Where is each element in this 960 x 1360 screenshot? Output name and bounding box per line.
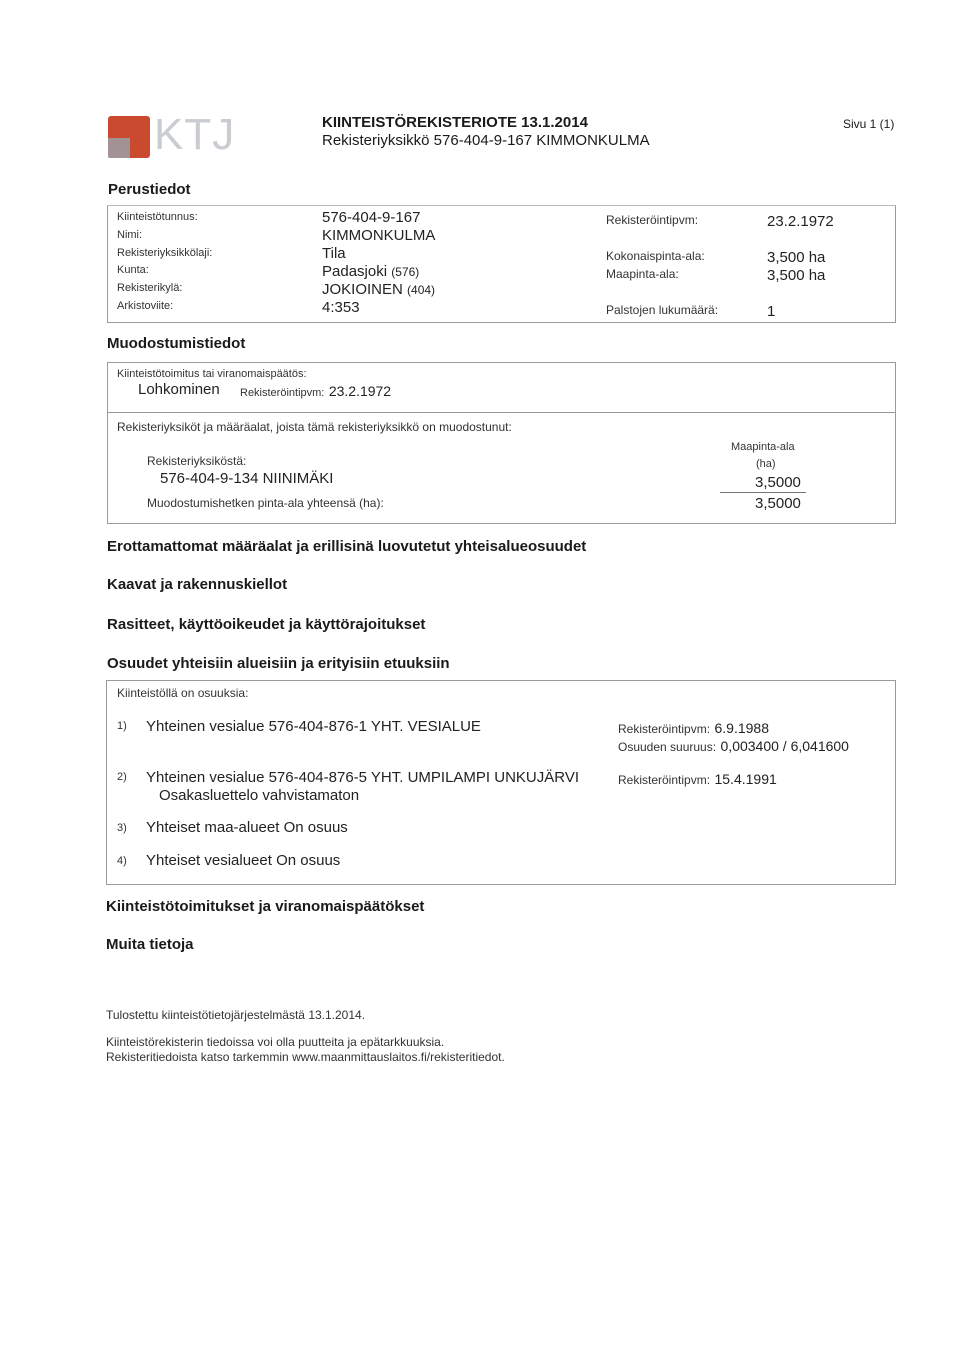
muodostumis-rekisterointi (240, 383, 391, 401)
toimitukset-heading: Kiinteistötoimitukset ja viranomaispäätökset (106, 898, 425, 915)
label-rekisteriyksikosta: Rekisteriyksiköstä: (147, 454, 247, 468)
osuudet-intro: Kiinteistöllä on osuuksia: (117, 686, 249, 700)
label-kiinteistotoimitus: Kiinteistötoimitus tai viranomaispäätös: (117, 368, 307, 380)
label-kokonaispinta-ala: Kokonaispinta-ala: (606, 249, 705, 263)
muita-tietoja-heading: Muita tietoja (106, 936, 194, 953)
column-header-maapinta-ala: Maapinta-ala (731, 441, 795, 453)
logo-text: KTJ (154, 110, 236, 159)
share-3-text: Yhteiset maa-alueet On osuus (146, 819, 348, 836)
muodostumistiedot-heading: Muodostumistiedot (107, 335, 246, 352)
footer-printed: Tulostettu kiinteistötietojärjestelmästä 13.1.2014. (106, 1008, 366, 1022)
value-total-area: 3,5000 (755, 495, 801, 512)
footer-note-1: Kiinteistörekisterin tiedoissa voi olla puutteita ja epätarkkuuksia. (106, 1035, 445, 1049)
kunta-name: Padasjoki (322, 263, 388, 280)
perustiedot-heading: Perustiedot (108, 181, 191, 198)
value-rekisteriyksikkolaji: Tila (322, 245, 346, 262)
label-muodostumis-rekisterointipvm: Rekisteröintipvm: (240, 387, 325, 399)
label-maapinta-ala: Maapinta-ala: (606, 267, 679, 281)
value-palstojen-lukumaara: 1 (767, 303, 776, 320)
column-header-ha: (ha) (756, 458, 776, 470)
document-subtitle: Rekisteriyksikkö 576-404-9-167 KIMMONKULMA (322, 132, 650, 149)
label-rekisteriyksikkolaji: Rekisteriyksikkölaji: (117, 247, 213, 259)
document-title: KIINTEISTÖREKISTERIOTE 13.1.2014 (322, 114, 588, 131)
share-2-rek-label: Rekisteröintipvm: (618, 773, 711, 787)
value-source-unit: 576-404-9-134 NIINIMÄKI (160, 470, 334, 487)
muodostumis-intro: Rekisteriyksiköt ja määräalat, joista tämä rekisteriyksikkö on muodostunut: (117, 420, 512, 434)
value-kunta (322, 263, 419, 280)
share-1-rek-value: 6.9.1988 (714, 720, 769, 736)
share-3-number: 3) (117, 822, 127, 834)
kyla-name: JOKIOINEN (322, 281, 403, 298)
value-source-area: 3,5000 (755, 474, 801, 491)
value-arkistoviite: 4:353 (322, 299, 360, 316)
value-rekisterikyla (322, 281, 435, 298)
value-maapinta-ala: 3,500 ha (767, 267, 826, 284)
value-rekisterointipvm: 23.2.1972 (767, 213, 834, 230)
share-4-number: 4) (117, 855, 127, 867)
footer-note-2: Rekisteritiedoista katso tarkemmin www.maanmittauslaitos.fi/rekisteritiedot. (106, 1050, 505, 1064)
share-2-rekisterointi (618, 771, 777, 789)
value-kokonaispinta-ala: 3,500 ha (767, 249, 826, 266)
label-nimi: Nimi: (117, 229, 143, 241)
share-1-rekisterointi (618, 720, 769, 738)
ktj-logo (108, 110, 236, 160)
share-2-text: Yhteinen vesialue 576-404-876-5 YHT. UMPILAMPI UNKUJÄRVI (146, 769, 579, 786)
kyla-code: (404) (407, 283, 436, 297)
label-arkistoviite: Arkistoviite: (117, 300, 174, 312)
share-2-number: 2) (117, 771, 127, 783)
share-1-rek-label: Rekisteröintipvm: (618, 722, 711, 736)
value-kiinteistotoimitus: Lohkominen (138, 381, 220, 398)
share-1-osuus (618, 738, 849, 756)
rasitteet-heading: Rasitteet, käyttöoikeudet ja käyttörajoitukset (107, 616, 426, 633)
area-sum-line (720, 492, 806, 493)
label-total-area: Muodostumishetken pinta-ala yhteensä (ha): (147, 496, 384, 510)
share-4-text: Yhteiset vesialueet On osuus (146, 852, 341, 869)
logo-square-overlay (108, 138, 130, 158)
share-2-rek-value: 15.4.1991 (714, 771, 777, 787)
share-1-share-label: Osuuden suuruus: (618, 740, 717, 754)
osuudet-heading: Osuudet yhteisiin alueisiin ja erityisiin etuuksiin (107, 655, 450, 672)
erottamattomat-heading: Erottamattomat määräalat ja erillisinä luovutetut yhteisalueosuudet (107, 538, 587, 555)
muodostumis-divider (107, 412, 895, 413)
value-kiinteistotunnus: 576-404-9-167 (322, 209, 421, 226)
kunta-code: (576) (391, 265, 420, 279)
value-muodostumis-rekisterointipvm: 23.2.1972 (328, 383, 392, 399)
label-kunta: Kunta: (117, 264, 149, 276)
share-2-subtext: Osakasluettelo vahvistamaton (159, 787, 360, 804)
page-number: Sivu 1 (1) (843, 117, 895, 131)
label-palstojen-lukumaara: Palstojen lukumäärä: (606, 303, 719, 317)
share-1-share-value: 0,003400 / 6,041600 (720, 738, 849, 754)
label-rekisterikyla: Rekisterikylä: (117, 282, 183, 294)
share-1-number: 1) (117, 720, 127, 732)
share-1-text: Yhteinen vesialue 576-404-876-1 YHT. VESIALUE (146, 718, 481, 735)
label-rekisterointipvm: Rekisteröintipvm: (606, 213, 699, 227)
label-kiinteistotunnus: Kiinteistötunnus: (117, 211, 198, 223)
kaavat-heading: Kaavat ja rakennuskiellot (107, 576, 288, 593)
value-nimi: KIMMONKULMA (322, 227, 436, 244)
